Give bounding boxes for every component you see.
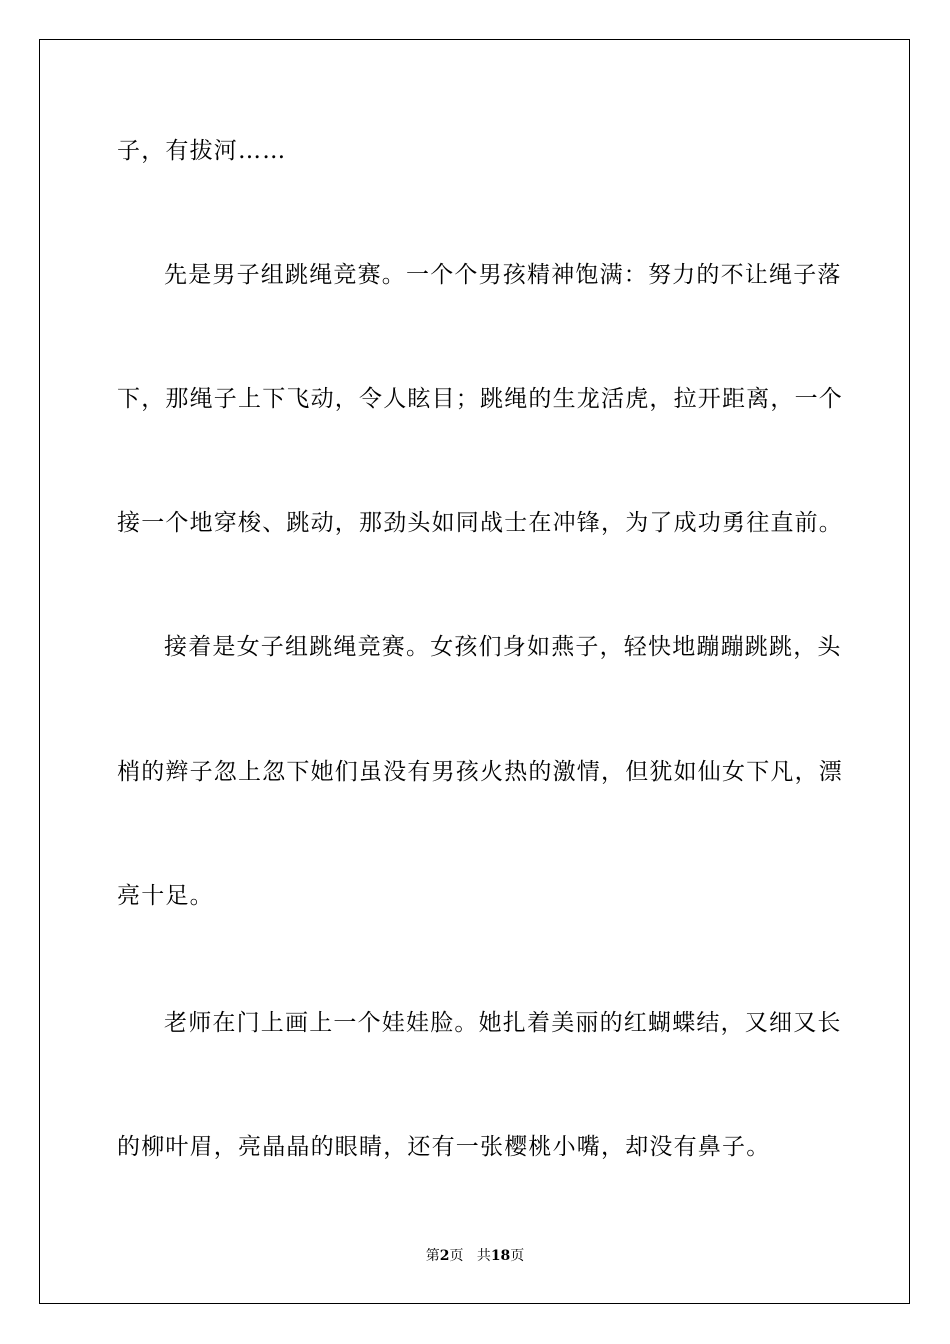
text-line: 的柳叶眉，亮晶晶的眼睛，还有一张樱桃小嘴，却没有鼻子。 (117, 1134, 771, 1160)
page-border (39, 39, 910, 1304)
paragraph-line: 接着是女子组跳绳竞赛。女孩们身如燕子，轻快地蹦蹦跳跳，头 (164, 634, 842, 660)
total-pages: 18 (490, 1248, 511, 1264)
text-line: 亮十足。 (117, 883, 214, 909)
text-line: 下，那绳子上下飞动，令人眩目；跳绳的生龙活虎，拉开距离，一个 (117, 386, 843, 412)
page-footer (0, 1247, 950, 1265)
paragraph-line: 老师在门上画上一个娃娃脸。她扎着美丽的红蝴蝶结，又细又长 (164, 1010, 842, 1036)
total-prefix: 共 (476, 1248, 491, 1264)
text-line: 梢的辫子忽上忽下她们虽没有男孩火热的激情，但犹如仙女下凡，漂 (117, 759, 843, 785)
page-suffix: 页 (449, 1248, 464, 1264)
total-suffix: 页 (510, 1248, 525, 1264)
text-line: 接一个地穿梭、跳动，那劲头如同战士在冲锋，为了成功勇往直前。 (117, 510, 843, 536)
page-number: 2 (439, 1248, 450, 1264)
text-line: 子，有拔河…… (117, 138, 287, 164)
paragraph-line: 先是男子组跳绳竞赛。一个个男孩精神饱满：努力的不让绳子落 (164, 262, 842, 288)
page-prefix: 第 (425, 1248, 440, 1264)
